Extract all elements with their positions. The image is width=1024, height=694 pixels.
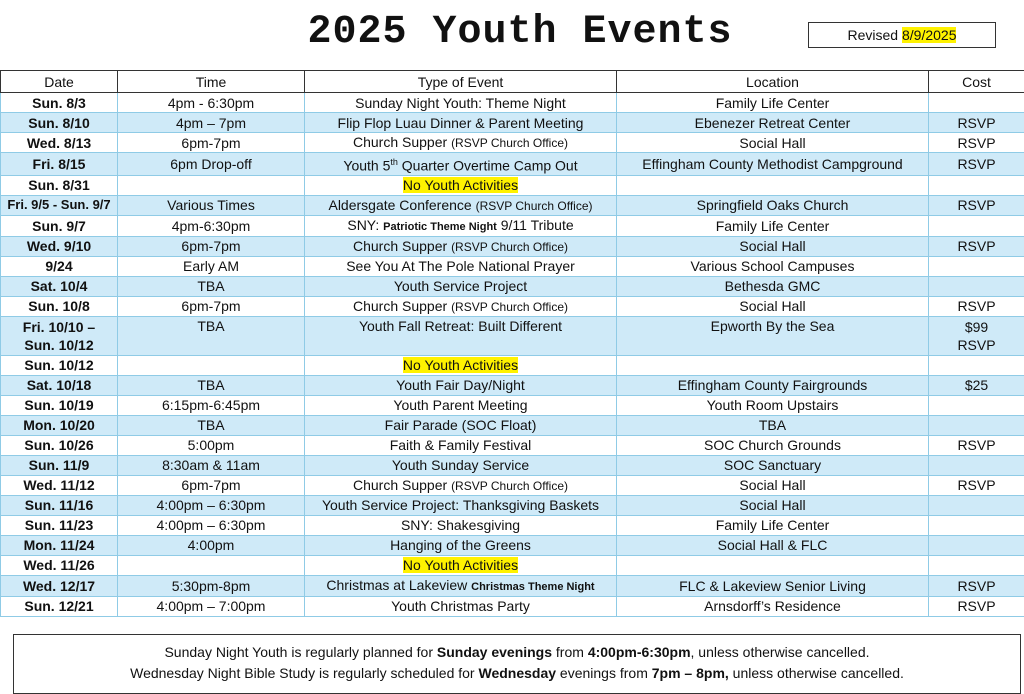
row-event: Youth Fair Day/Night <box>305 375 617 395</box>
row-location: Social Hall & FLC <box>617 535 929 555</box>
row-location: Bethesda GMC <box>617 276 929 296</box>
row-location <box>617 555 929 575</box>
column-header-location: Location <box>617 71 929 93</box>
table-row <box>1 316 1024 355</box>
row-cost: RSVP <box>929 475 1024 495</box>
event-superscript: th <box>390 157 398 167</box>
table-row <box>1 175 1024 195</box>
note-sunday <box>14 642 1020 663</box>
event-note: (RSVP Church Office) <box>451 479 568 493</box>
row-event <box>305 355 617 375</box>
table-row <box>1 495 1024 515</box>
row-date: Sun. 8/3 <box>1 93 118 113</box>
note-bold: 7pm – 8pm, <box>652 665 729 681</box>
row-location <box>617 355 929 375</box>
table-row <box>1 93 1024 113</box>
row-event: Youth Parent Meeting <box>305 395 617 415</box>
row-event: Youth Fall Retreat: Built Different <box>305 316 617 355</box>
row-event: Sunday Night Youth: Theme Night <box>305 93 617 113</box>
row-date: Sun. 10/12 <box>1 355 118 375</box>
row-time: 5:00pm <box>118 435 305 455</box>
row-event <box>305 296 617 316</box>
row-date: Sun. 10/8 <box>1 296 118 316</box>
event-note: (RSVP Church Office) <box>476 199 593 213</box>
row-time: 6pm-7pm <box>118 296 305 316</box>
table-row <box>1 256 1024 276</box>
row-cost <box>929 535 1024 555</box>
note-bold: Wednesday <box>478 665 556 681</box>
row-time: Early AM <box>118 256 305 276</box>
event-bold: Patriotic Theme Night <box>383 221 497 233</box>
note-text: evenings from <box>556 665 652 681</box>
row-cost <box>929 355 1024 375</box>
row-event: Youth Christmas Party <box>305 596 617 616</box>
row-cost <box>929 515 1024 535</box>
row-cost: RSVP <box>929 296 1024 316</box>
row-date: Sun. 11/16 <box>1 495 118 515</box>
row-cost: RSVP <box>929 575 1024 596</box>
row-cost <box>929 215 1024 236</box>
row-location: SOC Church Grounds <box>617 435 929 455</box>
row-date-start: Fri. 10/10 – <box>3 318 115 336</box>
event-text: Christmas at Lakeview <box>326 577 467 593</box>
row-event <box>305 175 617 195</box>
row-time: TBA <box>118 415 305 435</box>
row-event <box>305 133 617 153</box>
row-location: Social Hall <box>617 133 929 153</box>
events-table <box>0 70 1024 617</box>
table-row <box>1 236 1024 256</box>
row-event: Hanging of the Greens <box>305 535 617 555</box>
row-time <box>118 355 305 375</box>
row-date: Wed. 8/13 <box>1 133 118 153</box>
table-row <box>1 395 1024 415</box>
row-location: Social Hall <box>617 296 929 316</box>
row-location: FLC & Lakeview Senior Living <box>617 575 929 596</box>
row-cost <box>929 555 1024 575</box>
row-event <box>305 236 617 256</box>
row-location: Family Life Center <box>617 93 929 113</box>
row-date: Mon. 10/20 <box>1 415 118 435</box>
row-time: 6pm-7pm <box>118 133 305 153</box>
no-activities-highlight: No Youth Activities <box>403 177 518 193</box>
row-time: 4:00pm – 6:30pm <box>118 495 305 515</box>
table-header-row <box>1 71 1024 93</box>
row-time: 6:15pm-6:45pm <box>118 395 305 415</box>
table-row <box>1 133 1024 153</box>
row-cost <box>929 415 1024 435</box>
row-date: Sun. 8/31 <box>1 175 118 195</box>
row-event <box>305 215 617 236</box>
table-row <box>1 276 1024 296</box>
row-date: Fri. 8/15 <box>1 153 118 176</box>
row-event <box>305 555 617 575</box>
row-cost: $25 <box>929 375 1024 395</box>
row-event <box>305 195 617 215</box>
row-cost: RSVP <box>929 236 1024 256</box>
row-time: 4pm - 6:30pm <box>118 93 305 113</box>
row-date: Wed. 12/17 <box>1 575 118 596</box>
note-bold: 4:00pm-6:30pm <box>588 644 691 660</box>
row-event: Faith & Family Festival <box>305 435 617 455</box>
row-time: 6pm Drop-off <box>118 153 305 176</box>
row-date-end: Sun. 10/12 <box>3 336 115 354</box>
row-date: Wed. 9/10 <box>1 236 118 256</box>
row-location: TBA <box>617 415 929 435</box>
row-time: 4:00pm – 7:00pm <box>118 596 305 616</box>
column-header-cost: Cost <box>929 71 1024 93</box>
row-time: Various Times <box>118 195 305 215</box>
table-row <box>1 415 1024 435</box>
row-location: Social Hall <box>617 236 929 256</box>
table-row <box>1 195 1024 215</box>
row-time: 4:00pm – 6:30pm <box>118 515 305 535</box>
row-event: See You At The Pole National Prayer <box>305 256 617 276</box>
revised-date: 8/9/2025 <box>902 27 957 43</box>
row-time: 5:30pm-8pm <box>118 575 305 596</box>
table-row <box>1 515 1024 535</box>
note-text: unless otherwise cancelled. <box>729 665 904 681</box>
table-row <box>1 215 1024 236</box>
row-time: TBA <box>118 375 305 395</box>
row-location: Various School Campuses <box>617 256 929 276</box>
note-text: Sunday Night Youth is regularly planned for <box>164 644 436 660</box>
row-date: Sun. 10/26 <box>1 435 118 455</box>
event-bold: Christmas Theme Night <box>471 581 594 593</box>
event-text-post: Quarter Overtime Camp Out <box>398 158 578 174</box>
revised-box <box>808 22 996 48</box>
row-location: Springfield Oaks Church <box>617 195 929 215</box>
row-event: Youth Sunday Service <box>305 455 617 475</box>
no-activities-highlight: No Youth Activities <box>403 557 518 573</box>
event-text-post: 9/11 Tribute <box>501 217 574 233</box>
row-event <box>305 475 617 495</box>
row-date: Sat. 10/18 <box>1 375 118 395</box>
row-time: 8:30am & 11am <box>118 455 305 475</box>
table-row <box>1 375 1024 395</box>
event-text: Church Supper <box>353 134 447 150</box>
row-cost-price: $99 <box>931 318 1022 336</box>
row-cost <box>929 276 1024 296</box>
row-location: Family Life Center <box>617 515 929 535</box>
row-cost: RSVP <box>929 435 1024 455</box>
event-text: Church Supper <box>353 298 447 314</box>
table-row <box>1 296 1024 316</box>
row-event: SNY: Shakesgiving <box>305 515 617 535</box>
column-header-event: Type of Event <box>305 71 617 93</box>
row-event <box>305 575 617 596</box>
row-location: Social Hall <box>617 495 929 515</box>
column-header-date: Date <box>1 71 118 93</box>
row-cost <box>929 395 1024 415</box>
row-time: 4pm-6:30pm <box>118 215 305 236</box>
row-date <box>1 316 118 355</box>
note-text: from <box>552 644 588 660</box>
row-cost: RSVP <box>929 153 1024 176</box>
row-time: 6pm-7pm <box>118 475 305 495</box>
table-row <box>1 555 1024 575</box>
row-time: 6pm-7pm <box>118 236 305 256</box>
row-date: Sun. 8/10 <box>1 113 118 133</box>
row-date: 9/24 <box>1 256 118 276</box>
note-text: , unless otherwise cancelled. <box>691 644 870 660</box>
column-header-time: Time <box>118 71 305 93</box>
row-location: Family Life Center <box>617 215 929 236</box>
row-date: Sun. 10/19 <box>1 395 118 415</box>
note-text: Wednesday Night Bible Study is regularly scheduled for <box>130 665 478 681</box>
row-time: 4pm – 7pm <box>118 113 305 133</box>
no-activities-highlight: No Youth Activities <box>403 357 518 373</box>
row-time <box>118 175 305 195</box>
event-note: (RSVP Church Office) <box>451 136 568 150</box>
event-text: Church Supper <box>353 477 447 493</box>
row-date: Fri. 9/5 - Sun. 9/7 <box>1 195 118 215</box>
row-date: Mon. 11/24 <box>1 535 118 555</box>
note-wednesday <box>14 663 1020 684</box>
row-location: Social Hall <box>617 475 929 495</box>
row-location: Effingham County Fairgrounds <box>617 375 929 395</box>
row-time: TBA <box>118 316 305 355</box>
row-time: TBA <box>118 276 305 296</box>
row-cost <box>929 495 1024 515</box>
row-time: 4:00pm <box>118 535 305 555</box>
row-cost <box>929 93 1024 113</box>
table-row <box>1 455 1024 475</box>
row-location: Youth Room Upstairs <box>617 395 929 415</box>
table-row <box>1 475 1024 495</box>
event-note: (RSVP Church Office) <box>451 300 568 314</box>
row-cost <box>929 316 1024 355</box>
row-location: Ebenezer Retreat Center <box>617 113 929 133</box>
row-location <box>617 175 929 195</box>
event-text: SNY: <box>347 217 379 233</box>
event-text: Aldersgate Conference <box>328 197 471 213</box>
row-cost: RSVP <box>929 133 1024 153</box>
event-text: Youth 5 <box>343 158 390 174</box>
row-location: Epworth By the Sea <box>617 316 929 355</box>
table-row <box>1 596 1024 616</box>
row-date: Sun. 12/21 <box>1 596 118 616</box>
schedule-notes <box>13 634 1021 694</box>
row-event: Flip Flop Luau Dinner & Parent Meeting <box>305 113 617 133</box>
table-row <box>1 113 1024 133</box>
row-date: Sun. 11/9 <box>1 455 118 475</box>
row-event: Youth Service Project: Thanksgiving Baskets <box>305 495 617 515</box>
row-cost <box>929 175 1024 195</box>
row-time <box>118 555 305 575</box>
table-row <box>1 575 1024 596</box>
row-event: Fair Parade (SOC Float) <box>305 415 617 435</box>
row-cost <box>929 455 1024 475</box>
event-note: (RSVP Church Office) <box>451 240 568 254</box>
row-date: Sun. 11/23 <box>1 515 118 535</box>
note-bold: Sunday evenings <box>437 644 552 660</box>
page-title: 2025 Youth Events <box>0 10 1024 55</box>
row-location: Arnsdorff’s Residence <box>617 596 929 616</box>
row-cost <box>929 256 1024 276</box>
event-text: Church Supper <box>353 238 447 254</box>
row-event: Youth Service Project <box>305 276 617 296</box>
table-row <box>1 355 1024 375</box>
row-cost-rsvp: RSVP <box>931 336 1022 354</box>
revised-label: Revised <box>848 27 899 43</box>
row-cost: RSVP <box>929 113 1024 133</box>
row-date: Wed. 11/26 <box>1 555 118 575</box>
row-date: Wed. 11/12 <box>1 475 118 495</box>
table-row <box>1 153 1024 176</box>
row-date: Sat. 10/4 <box>1 276 118 296</box>
table-row <box>1 535 1024 555</box>
row-location: Effingham County Methodist Campground <box>617 153 929 176</box>
row-cost: RSVP <box>929 596 1024 616</box>
row-cost: RSVP <box>929 195 1024 215</box>
row-date: Sun. 9/7 <box>1 215 118 236</box>
table-row <box>1 435 1024 455</box>
row-location: SOC Sanctuary <box>617 455 929 475</box>
row-event <box>305 153 617 176</box>
